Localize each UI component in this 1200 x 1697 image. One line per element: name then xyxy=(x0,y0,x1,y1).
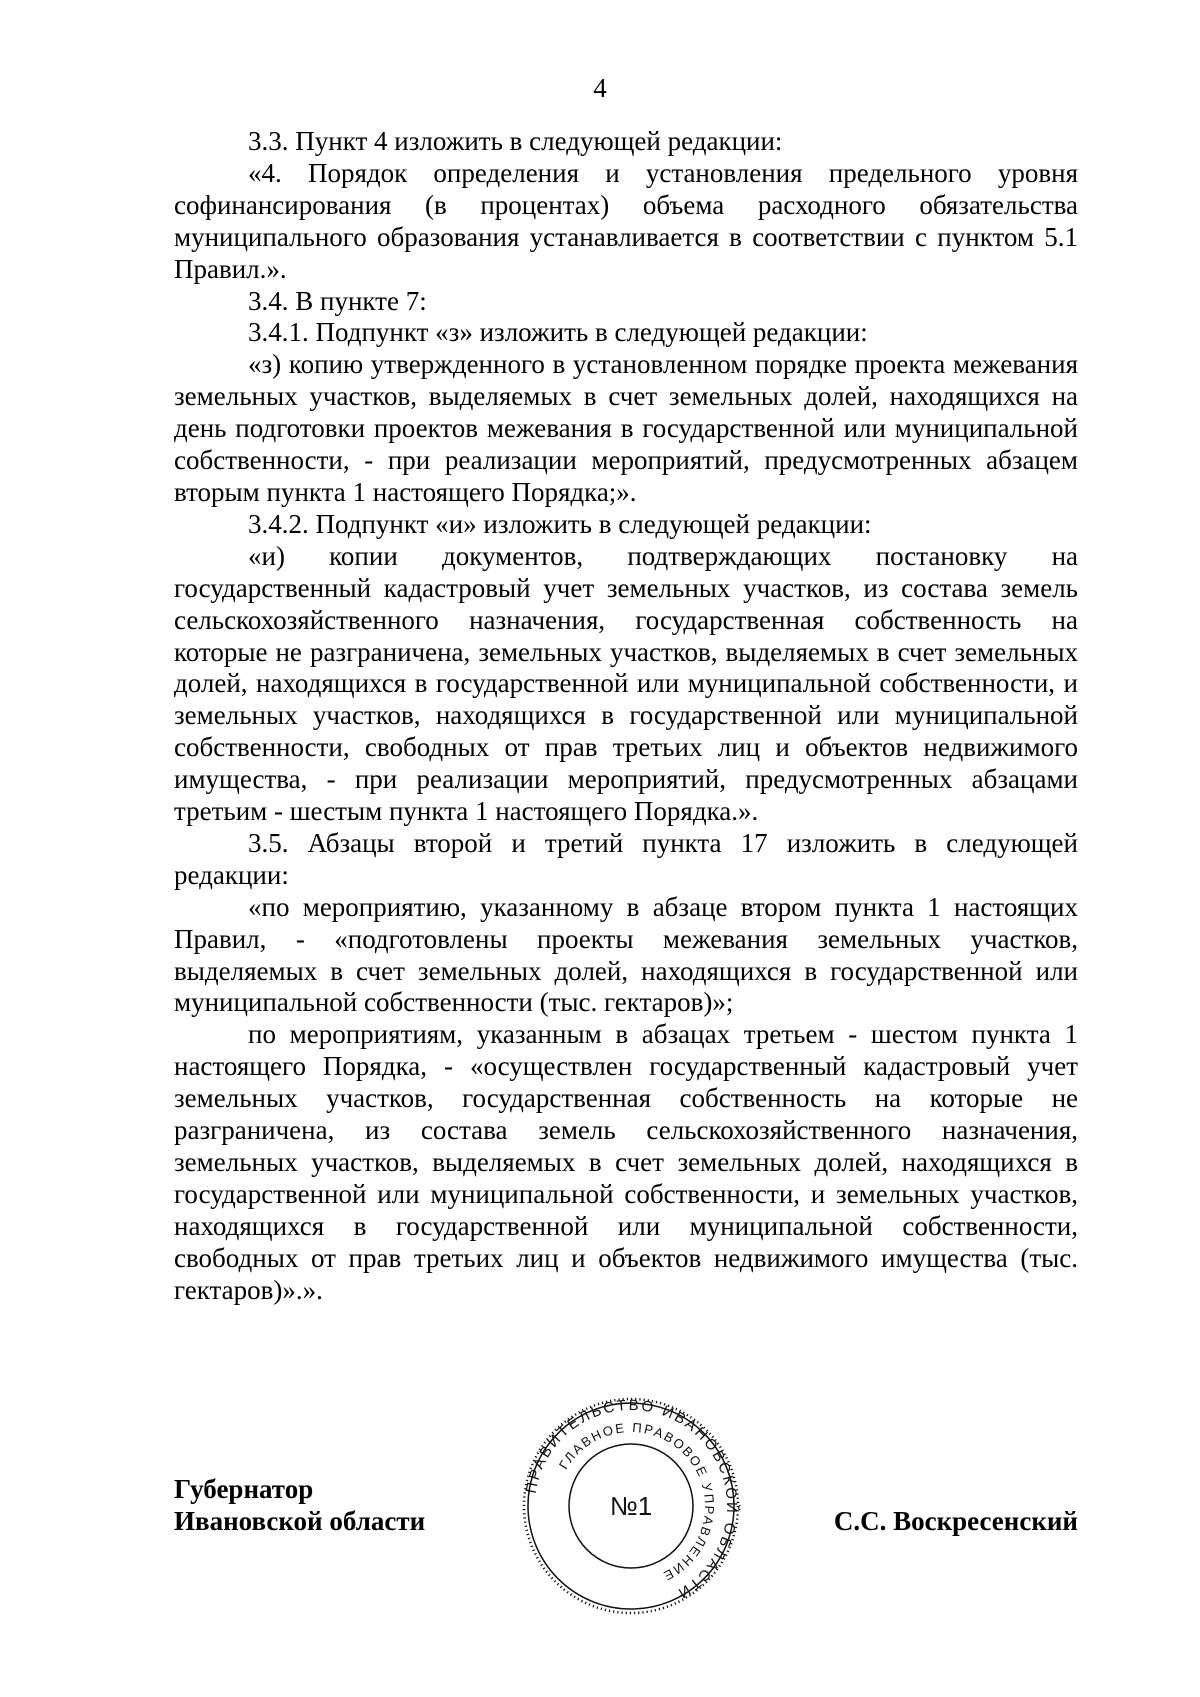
signatory-title xyxy=(174,1473,425,1537)
stamp-inner-text: ГЛАВНОЕ ПРАВОВОЕ УПРАВЛЕНИЕ xyxy=(555,1419,718,1585)
paragraph-3-3: 3.3. Пункт 4 изложить в следующей редакции: xyxy=(248,126,783,156)
paragraph-3-4: 3.4. В пункте 7: xyxy=(248,285,427,316)
paragraph-3-4-1: 3.4.1. Подпункт «з» изложить в следующей редакции: xyxy=(248,317,868,348)
paragraph-3-5: 3.5. Абзацы второй и третий пункта 17 изложить в следующей редакции: xyxy=(174,827,1078,890)
signatory-name: С.С. Воскресенский xyxy=(833,1506,1078,1536)
paragraph-subitem-z-text: «з) копию утвержденного в установленном порядке проекта межевания земельных участков, выделяемых в счет земельных долей, находящихся на день подготовки проектов межевания в государственной или муниципальной собственности, - при реализации мероприятий, предусмотренных абзацем вторым пункта 1 настоящего Порядка;». xyxy=(174,349,1078,507)
paragraph-indicator-first: «по мероприятию, указанному в абзаце втором пункта 1 настоящих Правил, - «подготовлены проекты межевания земельных участков, выделяемых в счет земельных долей, находящихся в государственной или муниципальной собственности (тыс. гектаров)»; xyxy=(174,891,1078,1018)
stamp-outer-text: ПРАВИТЕЛЬСТВО ИВАНОВСКОЙ ОБЛАСТИ xyxy=(522,1396,741,1603)
signatory-title-line1: Губернатор xyxy=(174,1474,314,1504)
stamp-number: №1 xyxy=(609,1491,653,1521)
paragraph-item-4-text: «4. Порядок определения и установления предельного уровня софинансирования (в процентах) объема расходного обязательства муниципального образования устанавливается в соответствии с пунктом 5.1 Правил.». xyxy=(174,157,1078,284)
page-number: 4 xyxy=(593,73,607,103)
paragraph-3-4-2: 3.4.2. Подпункт «и» изложить в следующей редакции: xyxy=(248,508,872,539)
document-body xyxy=(174,126,1078,1307)
paragraph-indicator-second: по мероприятиям, указанным в абзацах третьем - шестом пункта 1 настоящего Порядка, - «осуществлен государственный кадастровый учет земельных участков, государственная собственность на которые не разграничена, из состава земель сельскохозяйственного назначения, земельных участков, выделяемых в счет земельных долей, находящихся в государственной или муниципальной собственности, и земельных участков, находящихся в государственной или муниципальной собственности, свободных от прав третьих лиц и объектов недвижимого имущества (тыс. гектаров)».». xyxy=(174,1019,1078,1305)
official-stamp xyxy=(521,1396,741,1616)
signatory-title-line2: Ивановской области xyxy=(174,1506,426,1536)
paragraph-subitem-i-text: «и) копии документов, подтверждающих постановку на государственный кадастровый учет земельных участков, из состава земель сельскохозяйственного назначения, государственная собственность на которые не разграничена, земельных участков, выделяемых в счет земельных долей, находящихся в государственной или муниципальной собственности, и земельных участков, находящихся в государственной или муниципальной собственности, свободных от прав третьих лиц и объектов недвижимого имущества, - при реализации мероприятий, предусмотренных абзацами третьим - шестым пункта 1 настоящего Порядка.». xyxy=(174,540,1078,827)
